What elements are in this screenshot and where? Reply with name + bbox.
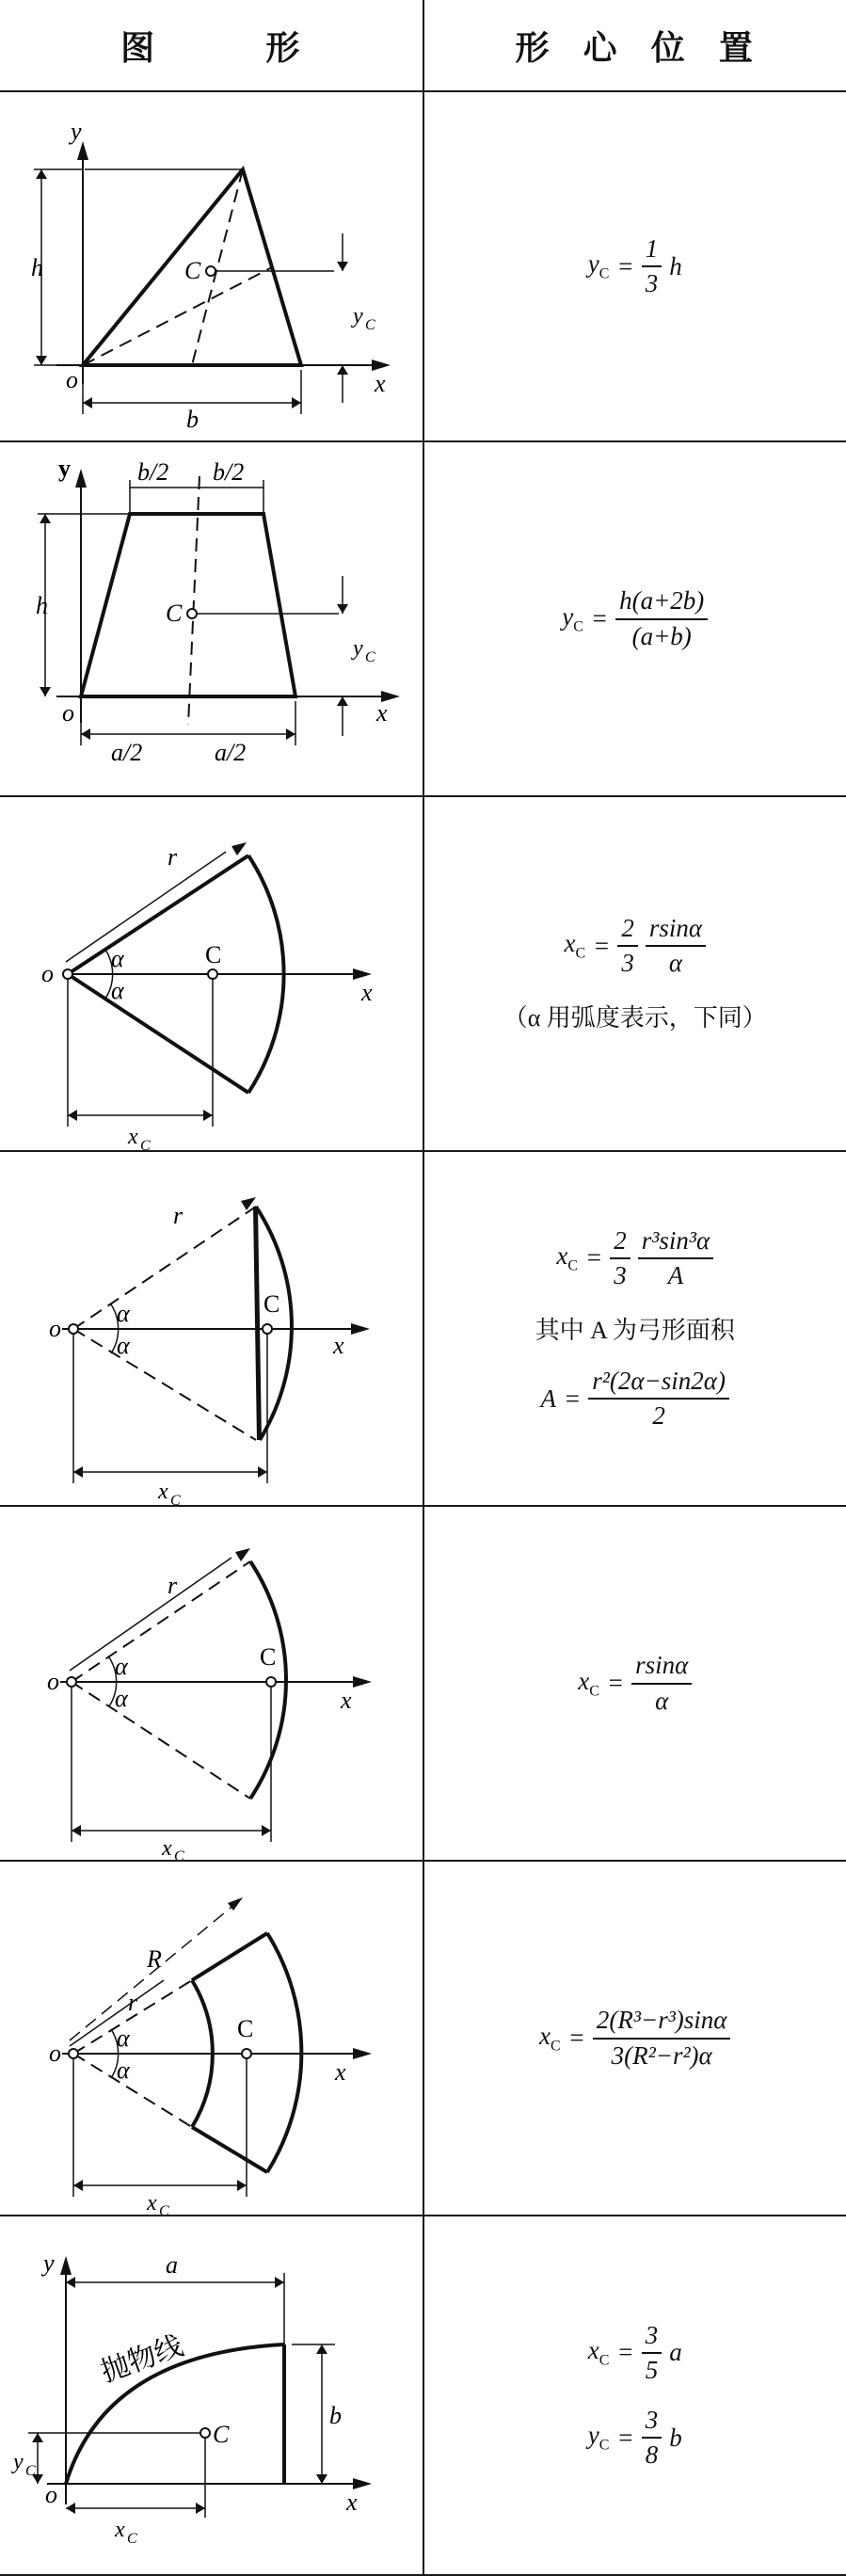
svg-text:α: α bbox=[117, 1332, 131, 1359]
row-circular-sector bbox=[0, 796, 846, 1151]
header-row bbox=[0, 0, 846, 91]
row-triangle bbox=[0, 91, 846, 441]
row-circular-segment bbox=[0, 1151, 846, 1506]
svg-text:y: y bbox=[68, 118, 82, 145]
svg-text:C: C bbox=[365, 649, 375, 665]
fraction: $\frac{3}{5}$ bbox=[642, 2321, 662, 2385]
svg-text:r: r bbox=[168, 1572, 178, 1599]
figure-circular-sector bbox=[0, 796, 423, 1151]
figure-annular-sector bbox=[0, 1861, 423, 2216]
formula-triangle: $y_C$ = $\frac{1}{3}$ h bbox=[423, 91, 846, 441]
svg-text:x: x bbox=[146, 2191, 157, 2215]
svg-text:C: C bbox=[263, 1290, 279, 1318]
formula-circular-arc: $x_C$ = $\frac{rsin\alpha}{\alpha}$ bbox=[423, 1506, 846, 1861]
svg-text:h: h bbox=[31, 254, 43, 281]
svg-text:x: x bbox=[114, 2518, 125, 2542]
sector-diagram bbox=[0, 797, 429, 1150]
triangle-diagram bbox=[0, 92, 429, 440]
formula-parabolic-spandrel: $x_C$ = $\frac{3}{5}$ a $y_C$ = $\frac{3}{8}$ b bbox=[423, 2216, 846, 2575]
annular-sector-diagram bbox=[0, 1862, 429, 2215]
svg-text:x: x bbox=[340, 1687, 352, 1714]
svg-text:x: x bbox=[374, 370, 386, 397]
trapezoid-diagram bbox=[0, 442, 429, 795]
figure-circular-segment bbox=[0, 1151, 423, 1506]
svg-text:r: r bbox=[128, 1989, 138, 2016]
svg-text:α: α bbox=[111, 945, 125, 972]
formula-circular-segment: $x_C$ = $\frac{2}{3}$ $\frac{\text{r³sin³α}}{A}$ 其中 A 为弓形面积 A = $\frac{\text{r²(2α−sin2α)}}{2}$ bbox=[423, 1151, 846, 1506]
area-fraction: $\frac{\text{r²(2α−sin2α)}}{2}$ bbox=[588, 1367, 729, 1431]
svg-text:C: C bbox=[25, 2463, 36, 2479]
svg-text:r: r bbox=[173, 1202, 184, 1229]
figure-trapezoid bbox=[0, 441, 423, 796]
svg-text:x: x bbox=[127, 1125, 138, 1149]
svg-text:x: x bbox=[375, 699, 388, 727]
formula-trapezoid: $y_C$ = $\frac{h(a+2b)}{(a+b)}$ bbox=[423, 441, 846, 796]
svg-text:y: y bbox=[40, 2249, 55, 2277]
svg-text:a/2: a/2 bbox=[111, 739, 142, 766]
fraction: $\frac{1}{3}$ bbox=[642, 234, 662, 298]
svg-text:α: α bbox=[111, 977, 125, 1004]
arc-diagram bbox=[0, 1507, 429, 1860]
formula-annular-sector: $x_C$ = $\frac{\text{2(R³−r³)sinα}}{\text{3(R²−r²)α}}$ bbox=[423, 1861, 846, 2216]
svg-text:a/2: a/2 bbox=[215, 739, 246, 766]
svg-text:x: x bbox=[157, 1480, 168, 1504]
segment-area-note: 其中 A 为弓形面积 bbox=[424, 1311, 846, 1346]
svg-text:x: x bbox=[334, 2058, 346, 2086]
svg-text:a: a bbox=[166, 2251, 178, 2279]
svg-text:C: C bbox=[159, 2203, 169, 2215]
svg-text:o: o bbox=[49, 1315, 61, 1342]
svg-text:x: x bbox=[332, 1332, 344, 1359]
svg-text:o: o bbox=[62, 699, 74, 727]
svg-text:b: b bbox=[329, 2402, 342, 2429]
svg-text:C: C bbox=[184, 257, 201, 284]
svg-text:α: α bbox=[117, 2024, 131, 2052]
svg-text:y: y bbox=[11, 2450, 24, 2474]
fraction: $\frac{\text{r³sin³α}}{A}$ bbox=[638, 1226, 713, 1290]
svg-text:抛物线: 抛物线 bbox=[97, 2330, 187, 2389]
fraction: $\frac{rsin\alpha}{\alpha}$ bbox=[631, 1651, 692, 1715]
svg-text:C: C bbox=[205, 941, 221, 968]
figure-triangle bbox=[0, 91, 423, 441]
formula-lhs: $y_C$ bbox=[588, 249, 610, 282]
svg-text:C: C bbox=[260, 1643, 276, 1671]
row-parabolic-spandrel bbox=[0, 2216, 846, 2575]
svg-text:C: C bbox=[140, 1138, 151, 1150]
segment-diagram bbox=[0, 1152, 429, 1505]
svg-text:C: C bbox=[127, 2531, 137, 2547]
svg-text:α: α bbox=[115, 1685, 129, 1712]
svg-text:C: C bbox=[237, 2015, 253, 2042]
svg-text:C: C bbox=[365, 317, 375, 333]
formula-circular-sector: $x_C$ = $\frac{2}{3}$ $\frac{rsin\alpha}{\alpha}$ （α 用弧度表示，下同） bbox=[423, 796, 846, 1151]
svg-text:C: C bbox=[166, 600, 183, 627]
svg-text:C: C bbox=[174, 1848, 184, 1860]
svg-text:h: h bbox=[36, 592, 48, 619]
svg-text:x: x bbox=[360, 979, 373, 1006]
svg-text:o: o bbox=[66, 366, 78, 393]
row-circular-arc bbox=[0, 1506, 846, 1861]
svg-text:o: o bbox=[49, 2040, 61, 2067]
svg-text:b/2: b/2 bbox=[213, 458, 244, 486]
fraction: $\frac{h(a+2b)}{(a+b)}$ bbox=[615, 586, 708, 650]
svg-text:R: R bbox=[146, 1945, 162, 1973]
header-figure: 图 形 bbox=[0, 0, 423, 91]
svg-text:b: b bbox=[186, 406, 199, 433]
svg-text:α: α bbox=[115, 1653, 129, 1680]
svg-text:b/2: b/2 bbox=[137, 458, 168, 486]
figure-circular-arc bbox=[0, 1506, 423, 1861]
svg-text:y: y bbox=[58, 455, 71, 482]
fraction: $\frac{\text{2(R³−r³)sinα}}{\text{3(R²−r²)α}}$ bbox=[593, 2006, 731, 2070]
row-annular-sector bbox=[0, 1861, 846, 2216]
fraction: $\frac{rsin\alpha}{\alpha}$ bbox=[646, 914, 706, 978]
svg-text:α: α bbox=[117, 1300, 131, 1327]
svg-text:o: o bbox=[41, 960, 54, 987]
svg-text:y: y bbox=[351, 304, 363, 328]
radian-note: （α 用弧度表示，下同） bbox=[424, 999, 846, 1033]
header-centroid-position: 形 心 位 置 bbox=[423, 0, 846, 91]
svg-text:α: α bbox=[117, 2056, 131, 2084]
svg-text:r: r bbox=[168, 843, 178, 871]
fraction-y: $\frac{3}{8}$ bbox=[642, 2406, 662, 2470]
svg-text:x: x bbox=[161, 1836, 172, 1860]
svg-text:x: x bbox=[345, 2488, 358, 2516]
svg-text:o: o bbox=[45, 2481, 57, 2508]
svg-text:y: y bbox=[351, 636, 363, 661]
figure-parabolic-spandrel bbox=[0, 2216, 423, 2575]
svg-text:C: C bbox=[170, 1493, 181, 1505]
row-trapezoid bbox=[0, 441, 846, 796]
parabola-diagram bbox=[0, 2216, 429, 2574]
svg-text:C: C bbox=[213, 2421, 230, 2448]
svg-text:o: o bbox=[47, 1668, 59, 1695]
